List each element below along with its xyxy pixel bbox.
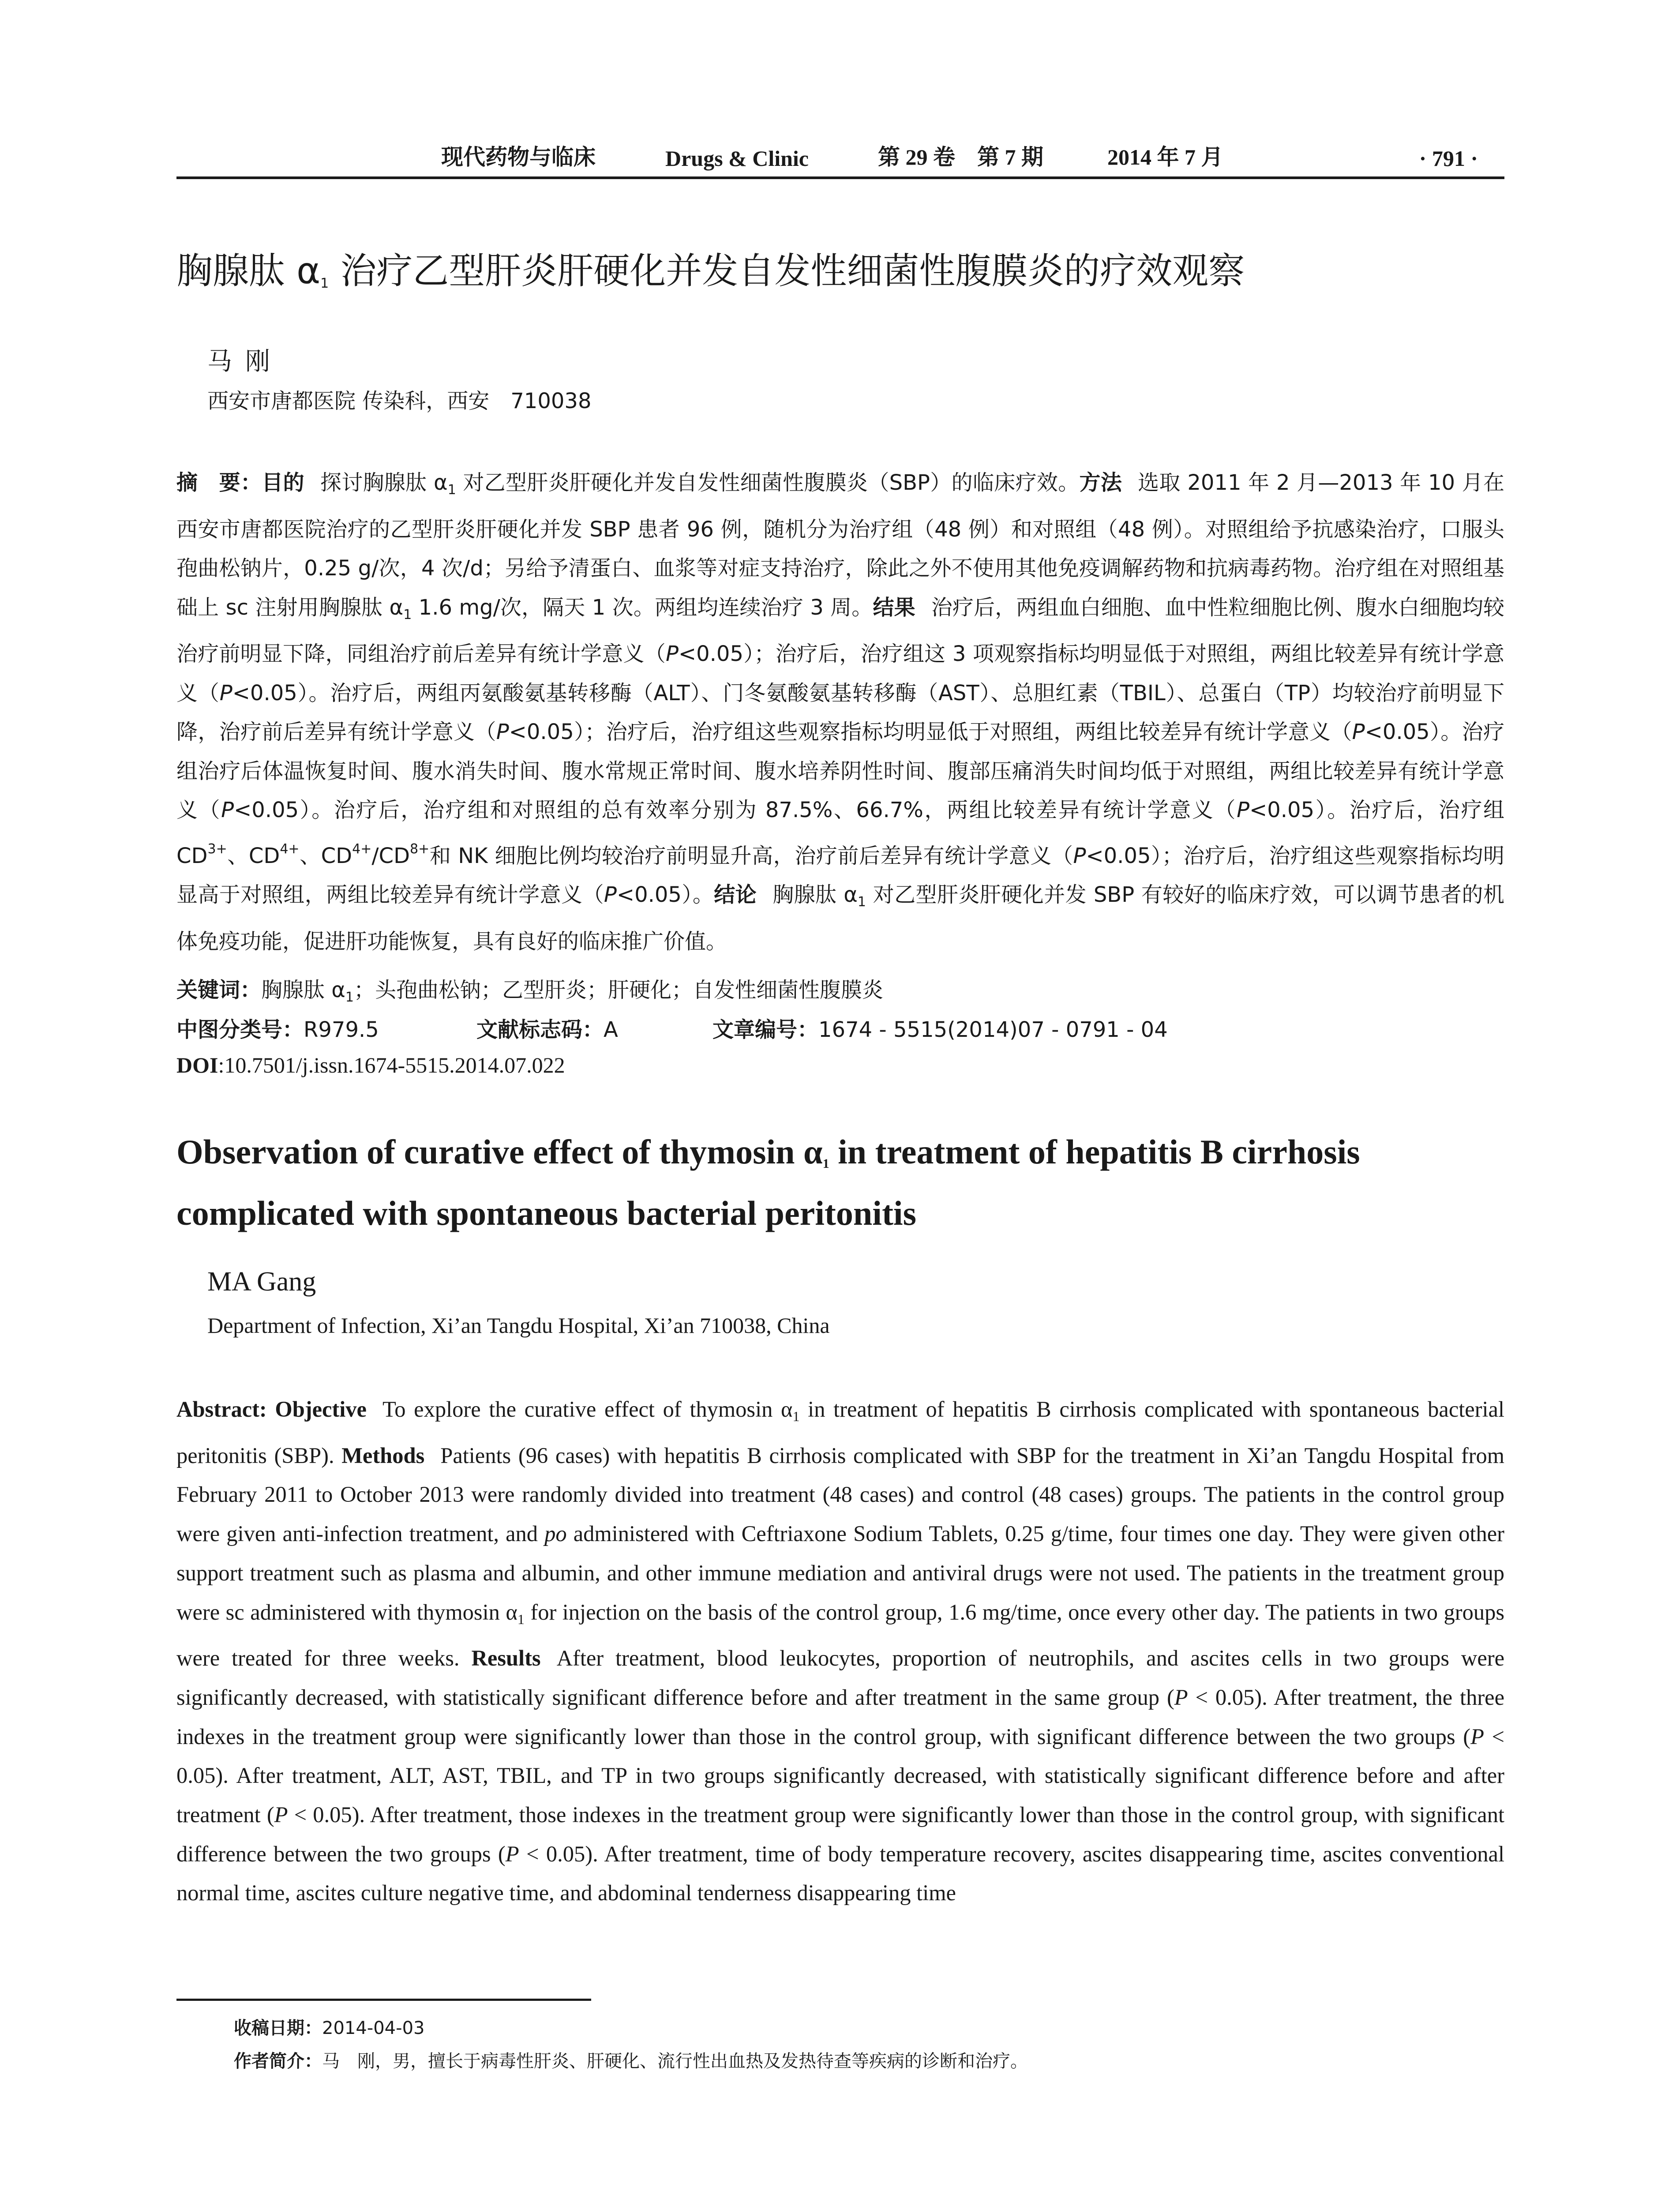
article-number: 1674 - 5515(2014)07 - 0791 - 04 [818, 1017, 1168, 1042]
volume-issue: 第 29 卷 第 7 期 [878, 145, 1043, 169]
article-title-en: Observation of curative effect of thymosin $\alpha_1$ in treatment of hepatitis B cirrhosis complicated with spontaneous bacterial peritonitis [176, 1133, 1360, 1232]
author-name-cn: 马刚 [207, 347, 283, 376]
footnote-divider [176, 1999, 591, 2001]
affiliation-cn: 西安市唐都医院 传染科，西安 710038 [207, 389, 592, 413]
author-name-en: MA Gang [207, 1267, 316, 1297]
affiliation-en: Department of Infection, Xi’an Tangdu Hospital, Xi’an 710038, China [207, 1313, 830, 1338]
issue-date: 2014 年 7 月 [1107, 145, 1223, 169]
footnote-received: 收稿日期：2014-04-03 [234, 2018, 425, 2038]
doc-code-label: 文献标志码： [476, 1017, 604, 1042]
abstract-en: Abstract: Objective To explore the curative effect of thymosin $\alpha_1$ in treatment of hepatitis B cirrhosis complicated with spontaneous bacterial peritonitis (SBP). Methods Patients (96 cases) with hepatitis B cirrhosis complicated with SBP for the treatment in Xi’an Tangdu Hospital from February 2011 to October 2013 were randomly divided into treatment (48 cases) and control (48 cases) groups. The patients in the control group were given anti-infection treatment, and po administered with Ceftriaxone Sodium Tablets, 0.25 g/time, four times one day. They were given other support treatment such as plasma and albumin, and other immune mediation and antiviral drugs were not used. The patients in the treatment group were sc administered with thymosin $\alpha_1$ for injection on the basis of the control group, 1.6 mg/time, once every other day. The patients in two groups were treated for three weeks. Results After treatment, blood leukocytes, proportion of neutrophils, and ascites cells in two groups were significantly decreased, with statistically significant difference before and after treatment in the same group (P < 0.05). After treatment, the three indexes in the treatment group were significantly lower than those in the control group, with significant difference between the two groups (P < 0.05). After treatment, ALT, AST, TBIL, and TP in two groups significantly decreased, with statistically significant difference before and after treatment (P < 0.05). After treatment, those indexes in the treatment group were significantly lower than those in the control group, with significant difference between the two groups (P < 0.05). After treatment, time of body temperature recovery, ascites disappearing time, ascites conventional normal time, ascites culture negative time, and abdominal tenderness disappearing time [176, 1397, 1505, 1906]
article-title-cn: 胸腺肽 $\alpha_1$ 治疗乙型肝炎肝硬化并发自发性细菌性腹膜炎的疗效观察 [176, 250, 1245, 292]
page-number: · 791 · [1419, 146, 1478, 171]
clc-label: 中图分类号： [176, 1017, 304, 1042]
running-header [176, 141, 1504, 179]
doc-code: A [604, 1017, 618, 1042]
doi-line: DOI:10.7501/j.issn.1674-5515.2014.07.022 [176, 1053, 565, 1077]
journal-name-en: Drugs & Clinic [665, 146, 809, 171]
article-number-label: 文章编号： [712, 1017, 819, 1042]
footnote-author-bio: 作者简介：马 刚，男，擅长于病毒性肝炎、肝硬化、流行性出血热及发热待查等疾病的诊断和治疗。 [234, 2051, 1028, 2071]
journal-name-cn: 现代药物与临床 [441, 145, 596, 169]
abstract-cn: 摘 要：目的 探讨胸腺肽 $\alpha_1$ 对乙型肝炎肝硬化并发自发性细菌性腹膜炎（SBP）的临床疗效。方法 选取 2011 年 2 月—2013 年 10 月在西安市唐都医院治疗的乙型肝炎肝硬化并发 SBP 患者 96 例，随机分为治疗组（48 例）和对照组（48 例）。对照组给予抗感染治疗，口服头孢曲松钠片，0.25 g/次，4 次/d；另给予清蛋白、血浆等对症支持治疗，除此之外不使用其他免疫调解药物和抗病毒药物。治疗组在对照组基础上 sc 注射用胸腺肽 $\alpha_1$ 1.6 mg/次，隔天 1 次。两组均连续治疗 3 周。结果 治疗后，两组血白细胞、血中性粒细胞比例、腹水白细胞均较治疗前明显下降，同组治疗前后差异有统计学意义（P<0.05）；治疗后，治疗组这 3 项观察指标均明显低于对照组，两组比较差异有统计学意义（P<0.05）。治疗后，两组丙氨酸氨基转移酶（ALT）、门冬氨酸氨基转移酶（AST）、总胆红素（TBIL）、总蛋白（TP）均较治疗前明显下降，治疗前后差异有统计学意义（P<0.05）；治疗后，治疗组这些观察指标均明显低于对照组，两组比较差异有统计学意义（P<0.05）。治疗组治疗后体温恢复时间、腹水消失时间、腹水常规正常时间、腹水培养阴性时间、腹部压痛消失时间均低于对照组，两组比较差异有统计学意义（P<0.05）。治疗后，治疗组和对照组的总有效率分别为 87.5%、66.7%，两组比较差异有统计学意义（P<0.05）。治疗后，治疗组 $CD^{3+}$、$CD^{4+}$、$CD^{4+}/CD^{8+}$和 NK 细胞比例均较治疗前明显升高，治疗前后差异有统计学意义（P<0.05）；治疗后，治疗组这些观察指标均明显高于对照组，两组比较差异有统计学意义（P<0.05）。结论 胸腺肽 $\alpha_1$ 对乙型肝炎肝硬化并发 SBP 有较好的临床疗效，可以调节患者的机体免疫功能，促进肝功能恢复，具有良好的临床推广价值。 [176, 470, 1504, 954]
clc-number: R979.5 [304, 1017, 379, 1042]
doi-link[interactable]: :10.7501/j.issn.1674-5515.2014.07.022 [218, 1053, 565, 1077]
keywords-cn: 关键词：胸腺肽 $\alpha_1$；头孢曲松钠；乙型肝炎；肝硬化；自发性细菌性腹膜炎 [176, 978, 884, 1005]
